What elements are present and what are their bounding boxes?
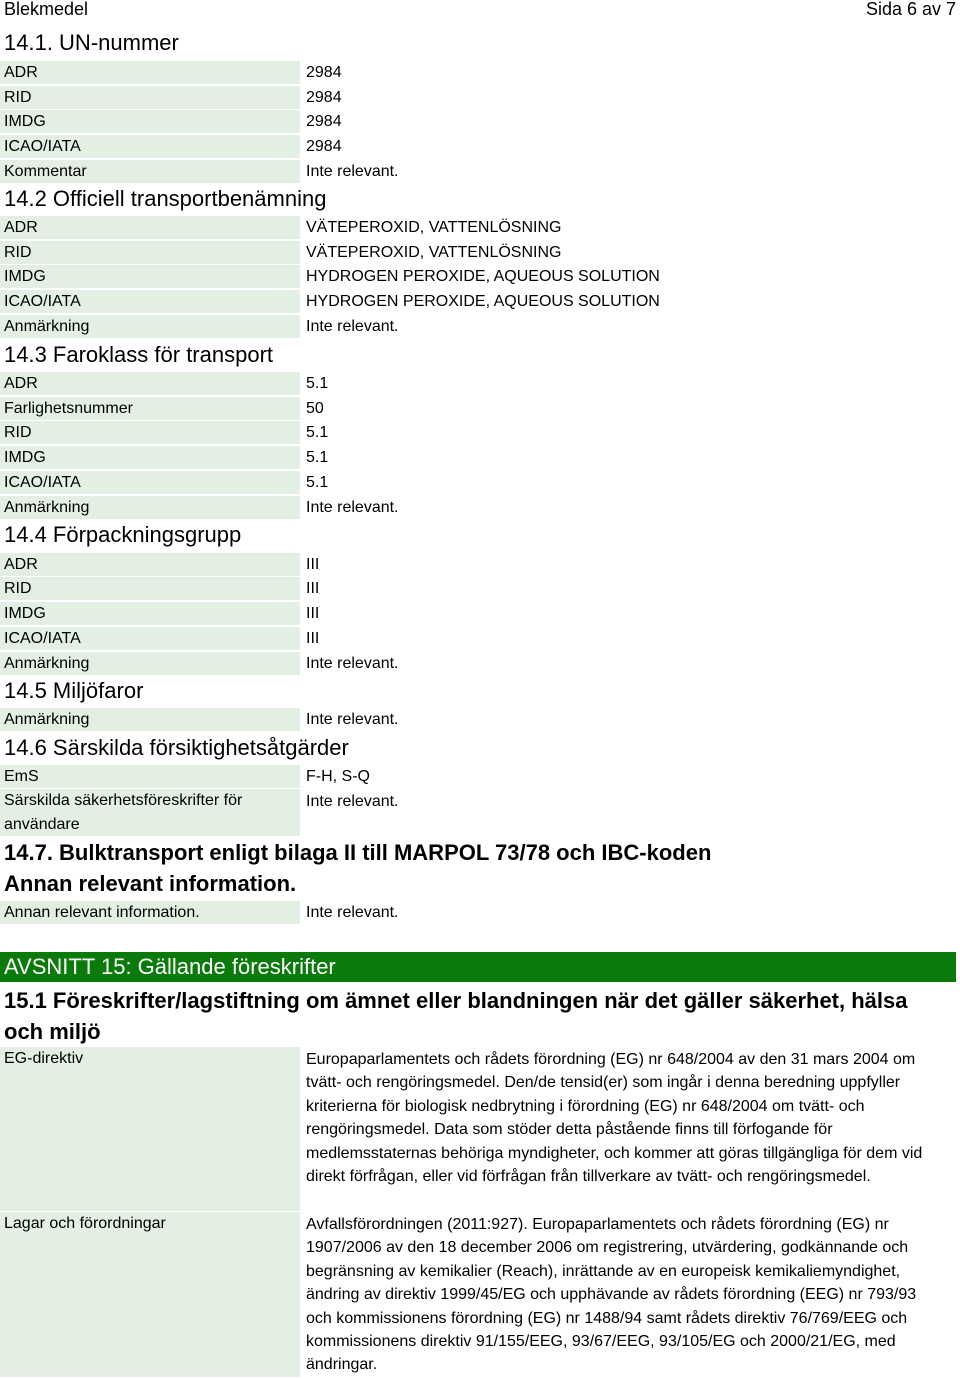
- row-value: Inte relevant.: [306, 655, 399, 672]
- table-row: [0, 496, 960, 521]
- row-label: Annan relevant information.: [0, 901, 300, 924]
- row-value: 2984: [306, 113, 342, 130]
- row-value: 5.1: [306, 474, 329, 491]
- row-value: Inte relevant.: [306, 793, 399, 810]
- table-row: [0, 446, 960, 471]
- table-row: [0, 471, 960, 496]
- section-title-14-7: 14.7. Bulktransport enligt bilaga II till MARPOL 73/78 och IBC-koden: [4, 840, 712, 865]
- table-row: [0, 627, 960, 652]
- table-row: [0, 602, 960, 627]
- section-title-15-1: 15.1 Föreskrifter/lagstiftning om ämnet eller blandningen när det gäller säkerhet, hälsa och miljö: [4, 988, 908, 1044]
- row-label: Kommentar: [0, 160, 300, 183]
- row-label: IMDG: [0, 110, 300, 133]
- table-row: [0, 290, 960, 315]
- table-row: [0, 901, 960, 926]
- row-value: 5.1: [306, 375, 329, 392]
- section-banner: AVSNITT 15: Gällande föreskrifter: [0, 952, 956, 982]
- table-row: [0, 61, 960, 86]
- row-value: Inte relevant.: [306, 318, 399, 335]
- table-row: [0, 216, 960, 241]
- table-row: [0, 708, 960, 733]
- table-row: [0, 110, 960, 135]
- row-label: RID: [0, 577, 300, 600]
- table-row: [0, 765, 960, 790]
- row-value: Inte relevant.: [306, 904, 399, 921]
- row-label: RID: [0, 421, 300, 444]
- table-row: [0, 577, 960, 602]
- table-row: [0, 135, 960, 160]
- section-title-14-5: 14.5 Miljöfaror: [4, 678, 144, 703]
- row-label: IMDG: [0, 446, 300, 469]
- row-label: RID: [0, 241, 300, 264]
- table-row: [0, 421, 960, 446]
- row-value: 5.1: [306, 424, 329, 441]
- row-label: Särskilda säkerhetsföreskrifter för användare: [0, 789, 300, 836]
- row-label: Anmärkning: [0, 652, 300, 675]
- section-title-14-4: 14.4 Förpackningsgrupp: [4, 522, 242, 547]
- row-label: Anmärkning: [0, 708, 300, 731]
- row-label: RID: [0, 86, 300, 109]
- row-value: III: [306, 630, 320, 647]
- row-label: EG-direktiv: [0, 1047, 300, 1211]
- row-label: ADR: [0, 372, 300, 395]
- table-row: [0, 86, 960, 111]
- row-label: EmS: [0, 765, 300, 788]
- row-value: VÄTEPEROXID, VATTENLÖSNING: [306, 219, 562, 236]
- row-value: 50: [306, 400, 324, 417]
- section-title-14-1: 14.1. UN-nummer: [4, 30, 179, 55]
- page-number: Sida 6 av 7: [865, 0, 956, 19]
- row-value: Inte relevant.: [306, 163, 399, 180]
- row-label: ADR: [0, 553, 300, 576]
- row-value: 2984: [306, 138, 342, 155]
- row-label: ICAO/IATA: [0, 135, 300, 158]
- row-value: HYDROGEN PEROXIDE, AQUEOUS SOLUTION: [306, 268, 660, 285]
- row-value: F-H, S-Q: [306, 768, 370, 785]
- row-label: Farlighetsnummer: [0, 397, 300, 420]
- row-label: IMDG: [0, 265, 300, 288]
- row-value: HYDROGEN PEROXIDE, AQUEOUS SOLUTION: [306, 293, 660, 310]
- table-row: [0, 265, 960, 290]
- row-value: VÄTEPEROXID, VATTENLÖSNING: [306, 244, 562, 261]
- section-title-14-6: 14.6 Särskilda försiktighetsåtgärder: [4, 735, 349, 760]
- table-row: [0, 241, 960, 266]
- section-title-14-2: 14.2 Officiell transportbenämning: [4, 186, 327, 211]
- document-title: Blekmedel: [4, 0, 89, 19]
- row-value: Europaparlamentets och rådets förordning (EG) nr 648/2004 av den 31 mars 2004 om tvätt- och rengöringsmedel. Den/de tensid(er) som ingår i denna beredning uppfyller kriterierna för biologisk nedbrytning i förordning (EG) nr 648/2004 om tvätt- och rengöringsmedel. Data som stöder detta påstående finns till förfogande för medlemsstaternas behöriga myndigheter, och kommer att göras tillgängliga för dem vid direkt förfrågan, eller vid förfrågan från tillverkare av tvätt- och rengöringsmedel.: [306, 1051, 923, 1186]
- row-value: 2984: [306, 89, 342, 106]
- row-label: Anmärkning: [0, 496, 300, 519]
- table-row: [0, 397, 960, 422]
- row-value: III: [306, 580, 320, 597]
- section-subtitle: Annan relevant information.: [4, 871, 297, 896]
- table-row: [0, 315, 960, 340]
- table-row: [0, 652, 960, 677]
- table-row: [0, 372, 960, 397]
- row-label: ICAO/IATA: [0, 471, 300, 494]
- row-label: ICAO/IATA: [0, 290, 300, 313]
- row-value: Inte relevant.: [306, 499, 399, 516]
- row-label: ADR: [0, 216, 300, 239]
- row-value: 2984: [306, 64, 342, 81]
- section-title-14-3: 14.3 Faroklass för transport: [4, 342, 274, 367]
- row-value: Inte relevant.: [306, 711, 399, 728]
- table-row: [0, 160, 960, 185]
- table-row: [0, 553, 960, 578]
- row-label: Lagar och förordningar: [0, 1212, 300, 1377]
- row-value: III: [306, 556, 320, 573]
- row-label: ADR: [0, 61, 300, 84]
- row-label: ICAO/IATA: [0, 627, 300, 650]
- row-label: IMDG: [0, 602, 300, 625]
- row-value: 5.1: [306, 449, 329, 466]
- row-value: Avfallsförordningen (2011:927). Europaparlamentets och rådets förordning (EG) nr 1907/2006 av den 18 december 2006 om registrering, utvärdering, godkännande och begränsning av kemikalier (Reach), inrättande av en europeisk kemikaliemyndighet, ändring av direktiv 1999/45/EG och upphävande av rådets förordning (EEG) nr 793/93 och kommissionens förordning (EG) nr 1488/94 samt rådets direktiv 76/769/EEG och kommissionens direktiv 91/155/EEG, 93/67/EEG, 93/105/EG och 2000/21/EG, med ändringar.: [306, 1216, 917, 1374]
- row-value: III: [306, 605, 320, 622]
- row-label: Anmärkning: [0, 315, 300, 338]
